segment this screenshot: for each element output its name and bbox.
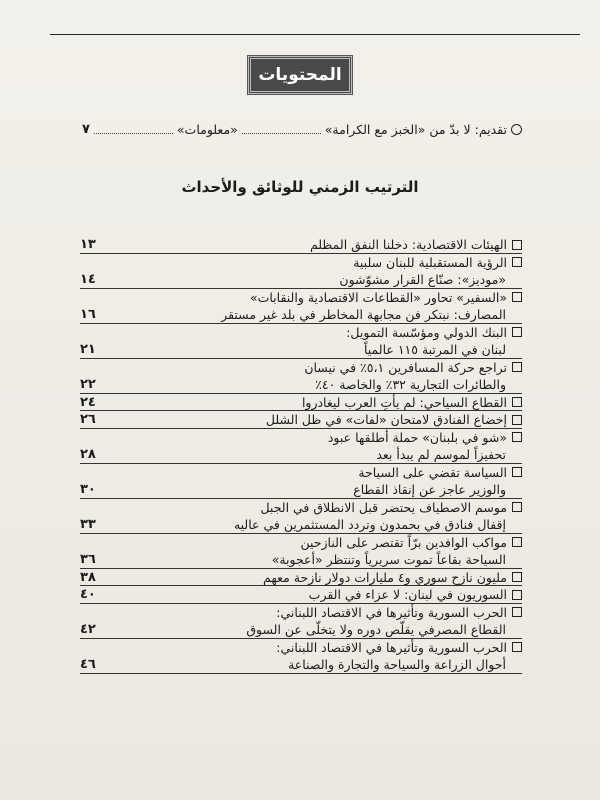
square-bullet-icon — [512, 590, 522, 600]
toc-entry-title: الهيئات الاقتصادية: دخلنا النفق المظلم — [309, 237, 507, 253]
toc-page-number: ٢٨ — [80, 447, 96, 463]
toc-page-number: ١٦ — [80, 307, 96, 323]
toc-entry-title: «السفير» تحاور «القطاعات الاقتصادية والنقابات» — [249, 289, 507, 305]
square-bullet-icon — [512, 642, 522, 652]
toc-entry-title: البنك الدولي ومؤسّسة التمويل: — [346, 324, 507, 340]
leader-dots — [242, 133, 321, 134]
toc-entry[interactable] — [80, 621, 522, 639]
toc-entry-title: أحوال الزراعة والسياحة والتجارة والصناعة — [288, 657, 506, 673]
toc-entry[interactable] — [80, 551, 522, 569]
toc-page-number: ٢٢ — [80, 377, 96, 393]
section-title: الترتيب الزمني للوثائق والأحداث — [181, 178, 419, 196]
toc-entry[interactable] — [80, 411, 522, 429]
circle-bullet-icon — [511, 124, 522, 135]
square-bullet-icon — [512, 257, 522, 267]
square-bullet-icon — [512, 607, 522, 617]
square-bullet-icon — [512, 397, 522, 407]
toc-list — [80, 236, 522, 674]
square-bullet-icon — [512, 362, 522, 372]
toc-entry[interactable] — [80, 586, 522, 604]
toc-entry[interactable] — [80, 639, 522, 657]
toc-page-number: ١٤ — [80, 272, 96, 288]
toc-entry[interactable] — [80, 394, 522, 412]
toc-entry[interactable] — [80, 604, 522, 622]
toc-page-number: ٤٦ — [80, 657, 96, 673]
toc-entry[interactable] — [80, 341, 522, 359]
toc-page-number: ٣٠ — [80, 482, 96, 498]
toc-entry-title: السوريون في لبنان: لا عزاء في القرب — [308, 587, 507, 603]
toc-entry[interactable] — [80, 481, 522, 499]
intro-page-number: ٧ — [81, 121, 90, 137]
toc-entry-title: إقفال فنادق في بحمدون وتردد المستثمرين في عاليه — [233, 517, 506, 533]
toc-entry[interactable] — [80, 324, 522, 342]
toc-entry-title: والوزير عاجز عن إنقاذ القطاع — [353, 482, 506, 498]
toc-entry-title: تراجع حركة المسافرين ٥،١٪ في نيسان — [304, 359, 507, 375]
toc-page-number: ٤٢ — [80, 622, 96, 638]
toc-page-number: ١٣ — [80, 237, 96, 253]
square-bullet-icon — [512, 467, 522, 477]
contents-title: المحتويات — [258, 65, 342, 85]
toc-page-number: ٣٣ — [80, 517, 96, 533]
toc-entry-title: مواكب الوافدين برّاً تقتصر على النازحين — [300, 534, 507, 550]
toc-entry[interactable] — [80, 271, 522, 289]
toc-entry[interactable] — [80, 359, 522, 377]
toc-entry-title: والطائرات التجارية ٣٢٪ والخاصة ٤٠٪ — [315, 377, 506, 393]
toc-entry[interactable] — [80, 656, 522, 674]
toc-entry[interactable] — [80, 499, 522, 517]
contents-title-box — [248, 56, 352, 94]
toc-page-number: ٢١ — [80, 342, 96, 358]
toc-entry-title: موسم الاصطياف يحتضر قبل الانطلاق في الجبل — [260, 499, 507, 515]
toc-page-number: ٣٨ — [80, 569, 96, 585]
toc-entry-title: الحرب السورية وتأثيرها في الاقتصاد اللبناني: — [276, 639, 507, 655]
toc-entry-title: الحرب السورية وتأثيرها في الاقتصاد اللبناني: — [276, 604, 507, 620]
square-bullet-icon — [512, 502, 522, 512]
toc-entry[interactable] — [80, 254, 522, 272]
toc-entry[interactable] — [80, 569, 522, 587]
toc-entry[interactable] — [80, 289, 522, 307]
toc-entry-title: الرؤية المستقبلية للبنان سلبية — [353, 254, 507, 270]
toc-entry-title: «شو في بلبنان» حملة أطلقها عبود — [327, 429, 507, 445]
toc-entry[interactable] — [80, 429, 522, 447]
toc-entry-title: القطاع السياحي: لم يأتِ العرب ليغادروا — [301, 394, 507, 410]
toc-entry-title: إخضاع الفنادق لامتحان «لفات» في ظل الشلل — [265, 412, 507, 428]
toc-entry[interactable] — [80, 464, 522, 482]
square-bullet-icon — [512, 240, 522, 250]
toc-entry-title: «موديز»: صنّاع القرار مشوّشون — [339, 272, 506, 288]
toc-entry-title: السياسة تقضي على السياحة — [358, 464, 507, 480]
square-bullet-icon — [512, 537, 522, 547]
toc-entry[interactable] — [80, 236, 522, 254]
toc-entry[interactable] — [80, 306, 522, 324]
square-bullet-icon — [512, 327, 522, 337]
square-bullet-icon — [512, 572, 522, 582]
toc-entry-title: السياحة بقاعاً تموت سريرياً وتنتظر «أعجوبة» — [271, 552, 506, 568]
toc-page-number: ٢٦ — [80, 412, 96, 428]
square-bullet-icon — [512, 415, 522, 425]
leader-dots — [94, 133, 173, 134]
toc-entry[interactable] — [80, 534, 522, 552]
toc-entry[interactable] — [80, 376, 522, 394]
square-bullet-icon — [512, 432, 522, 442]
square-bullet-icon — [512, 292, 522, 302]
intro-entry[interactable] — [82, 118, 522, 140]
toc-page-number: ٣٦ — [80, 552, 96, 568]
top-rule — [50, 34, 580, 35]
toc-entry-title: المصارف: نبتكر فن مجابهة المخاطر في بلد غير مستقر — [221, 307, 506, 323]
toc-entry-title: لبنان في المرتبة ١١٥ عالمياً — [363, 342, 506, 358]
toc-entry-title: مليون نازح سوري و٤ مليارات دولار نازحة معهم — [263, 569, 507, 585]
entry-rule — [80, 673, 522, 674]
toc-page-number: ٤٠ — [80, 587, 96, 603]
toc-page-number: ٢٤ — [80, 394, 96, 410]
intro-tail: «معلومات» — [176, 121, 238, 137]
toc-entry-title: القطاع المصرفي يقلّص دوره ولا يتخلّى عن السوق — [246, 622, 506, 638]
toc-entry[interactable] — [80, 516, 522, 534]
intro-text: تقديم: لا بدّ من «الخبز مع الكرامة» — [324, 121, 507, 137]
toc-entry[interactable] — [80, 446, 522, 464]
toc-entry-title: تحفيزاً لموسم لم يبدأ بعد — [376, 447, 506, 463]
